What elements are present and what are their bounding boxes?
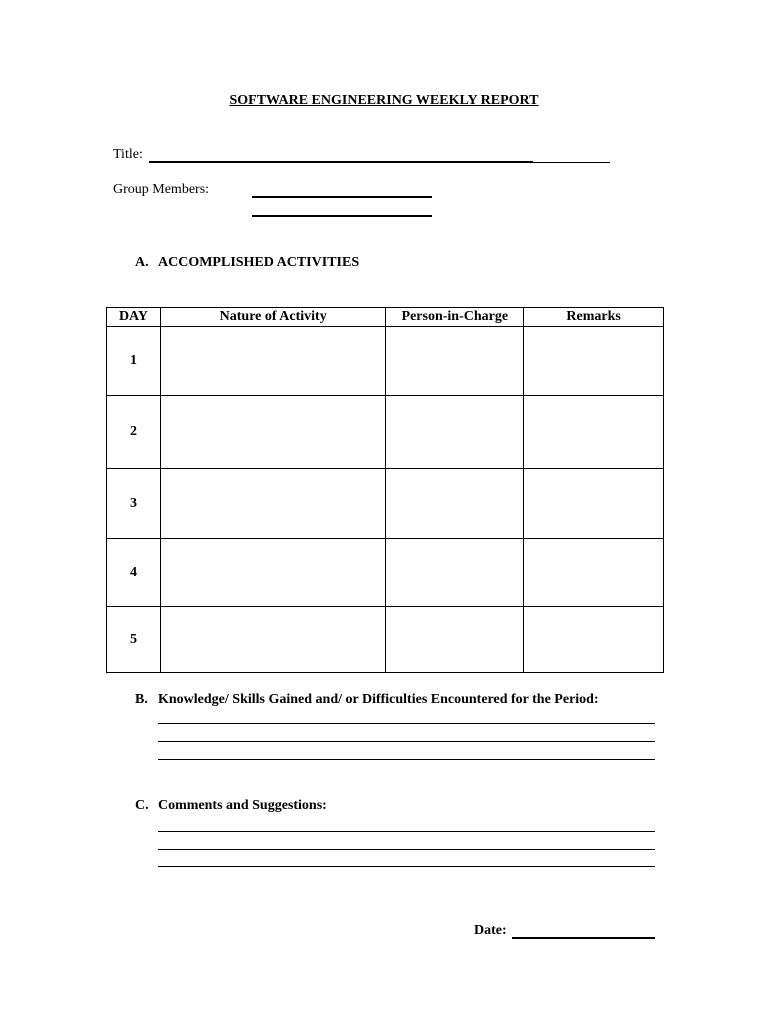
day-cell: 5 <box>107 607 161 673</box>
activity-cell[interactable] <box>160 327 386 396</box>
column-header-day: DAY <box>107 308 161 327</box>
section-a-heading: ACCOMPLISHED ACTIVITIES <box>158 255 360 270</box>
group-member-blank-2[interactable] <box>252 215 432 217</box>
activity-cell[interactable] <box>160 396 386 469</box>
section-a-letter: A. <box>135 255 149 270</box>
group-member-blank-1[interactable] <box>252 196 432 198</box>
person-cell[interactable] <box>386 539 524 607</box>
title-label: Title: <box>113 147 143 162</box>
section-b-heading: Knowledge/ Skills Gained and/ or Difficulties Encountered for the Period: <box>158 692 599 707</box>
section-c-heading: Comments and Suggestions: <box>158 798 327 813</box>
section-c-answer-line-2[interactable] <box>158 849 655 850</box>
column-header-remarks: Remarks <box>524 308 664 327</box>
remarks-cell[interactable] <box>524 396 664 469</box>
table-row <box>107 327 664 396</box>
remarks-cell[interactable] <box>524 469 664 539</box>
person-cell[interactable] <box>386 469 524 539</box>
remarks-cell[interactable] <box>524 539 664 607</box>
section-c-answer-line-1[interactable] <box>158 831 655 832</box>
section-b-answer-line-3[interactable] <box>158 759 655 760</box>
person-cell[interactable] <box>386 327 524 396</box>
date-label: Date: <box>474 923 507 938</box>
table-header-row <box>107 308 664 327</box>
day-cell: 4 <box>107 539 161 607</box>
day-cell: 3 <box>107 469 161 539</box>
day-cell: 1 <box>107 327 161 396</box>
table-row <box>107 539 664 607</box>
activities-table <box>106 307 664 673</box>
section-b-answer-line-2[interactable] <box>158 741 655 742</box>
title-blank-extension[interactable] <box>533 162 610 163</box>
column-header-person: Person-in-Charge <box>386 308 524 327</box>
person-cell[interactable] <box>386 396 524 469</box>
section-b-answer-line-1[interactable] <box>158 723 655 724</box>
person-cell[interactable] <box>386 607 524 673</box>
group-members-label: Group Members: <box>113 182 210 197</box>
activity-cell[interactable] <box>160 539 386 607</box>
section-b-letter: B. <box>135 692 148 707</box>
column-header-activity: Nature of Activity <box>160 308 386 327</box>
table-row <box>107 396 664 469</box>
day-cell: 2 <box>107 396 161 469</box>
title-blank[interactable] <box>149 161 533 163</box>
section-c-answer-line-3[interactable] <box>158 866 655 867</box>
date-blank[interactable] <box>512 937 655 939</box>
section-c-letter: C. <box>135 798 149 813</box>
activity-cell[interactable] <box>160 469 386 539</box>
remarks-cell[interactable] <box>524 607 664 673</box>
activity-cell[interactable] <box>160 607 386 673</box>
report-heading: SOFTWARE ENGINEERING WEEKLY REPORT <box>229 93 539 108</box>
table-row <box>107 469 664 539</box>
remarks-cell[interactable] <box>524 327 664 396</box>
table-row <box>107 607 664 673</box>
